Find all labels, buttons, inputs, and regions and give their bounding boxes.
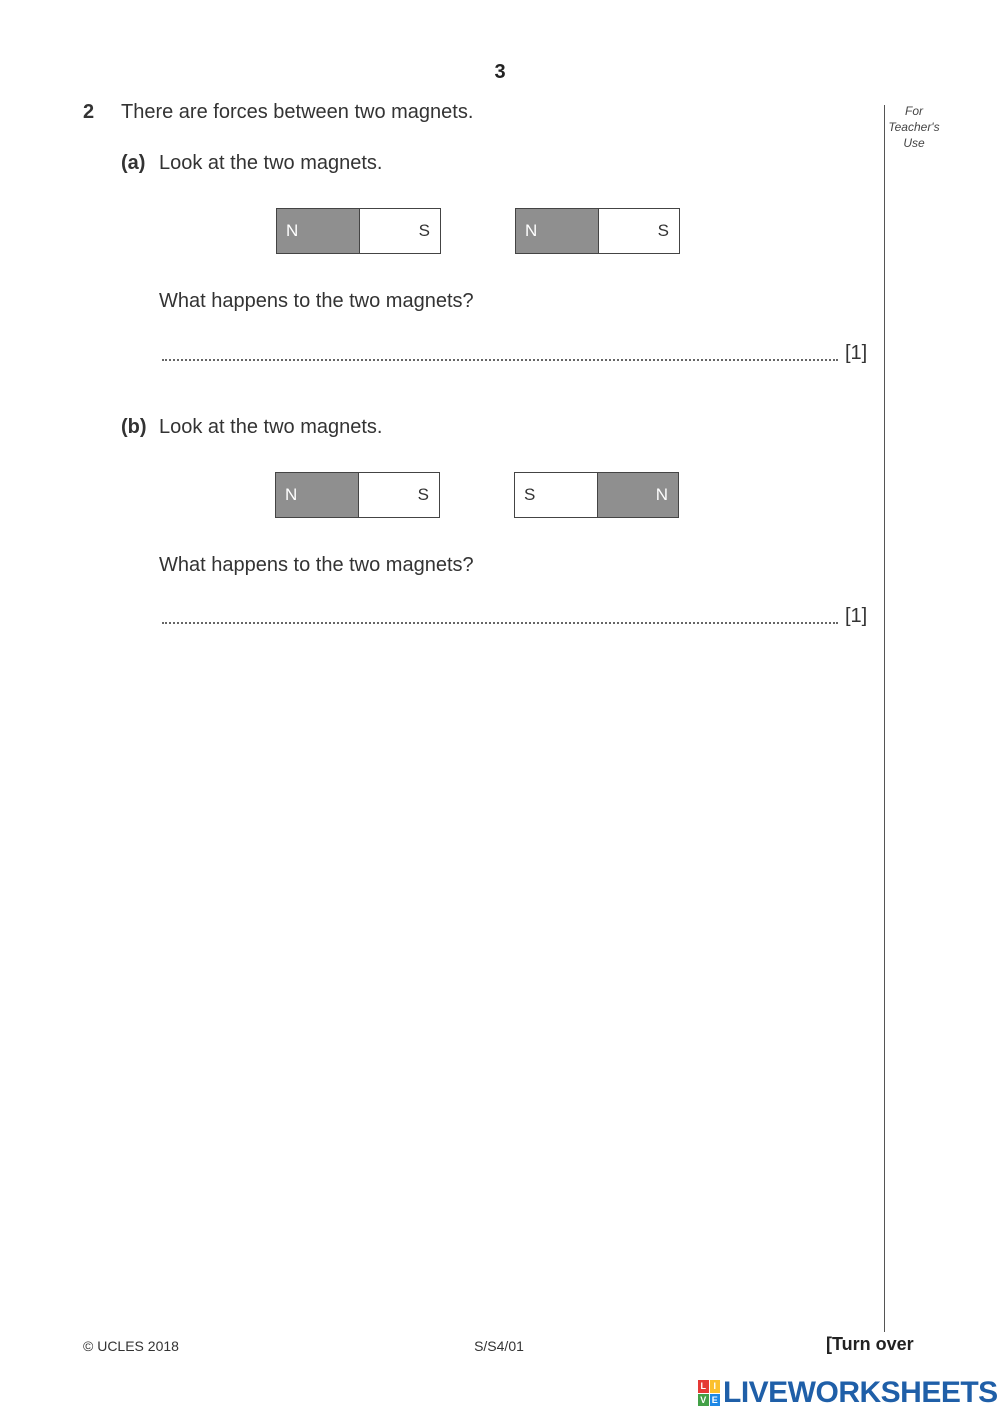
part-a-magnet-1	[276, 208, 441, 254]
footer-turn-over: [Turn over	[826, 1334, 914, 1354]
south-pole	[358, 473, 440, 517]
north-pole	[516, 209, 598, 253]
question-number: 2	[83, 101, 95, 123]
part-a-answer-line[interactable]	[162, 359, 838, 361]
teacher-use-line-3: Use	[903, 136, 925, 150]
part-b-marks: [1]	[845, 605, 868, 627]
north-pole	[597, 473, 679, 517]
margin-rule	[884, 105, 885, 1332]
pole-label: S	[418, 221, 430, 240]
part-a-instruction: Look at the two magnets.	[159, 152, 383, 174]
badge-letter: L	[698, 1380, 709, 1393]
part-b-magnet-1	[275, 472, 440, 518]
part-a-magnet-2	[515, 208, 680, 254]
liveworksheets-wordmark: LIVEWORKSHEETS	[723, 1376, 998, 1409]
badge-letter: E	[710, 1394, 721, 1407]
north-pole	[276, 473, 358, 517]
badge-letter: I	[710, 1380, 721, 1393]
liveworksheets-logo	[698, 1378, 998, 1408]
teacher-use-line-2: Teacher's	[888, 120, 940, 134]
liveworksheets-badge-icon	[698, 1380, 720, 1406]
pole-label: N	[286, 221, 299, 240]
pole-label: S	[417, 485, 429, 504]
footer-paper-code: S/S4/01	[474, 1338, 524, 1354]
badge-letter: V	[698, 1394, 709, 1407]
north-pole	[277, 209, 359, 253]
pole-label: N	[285, 485, 298, 504]
question-stem: There are forces between two magnets.	[121, 101, 474, 123]
part-a-marks: [1]	[845, 342, 868, 364]
part-b-instruction: Look at the two magnets.	[159, 416, 383, 438]
pole-label: S	[524, 485, 536, 504]
south-pole	[359, 209, 441, 253]
teacher-use-label	[886, 103, 942, 151]
part-b-answer-line[interactable]	[162, 622, 838, 624]
part-a-question: What happens to the two magnets?	[159, 290, 474, 312]
pole-label: N	[655, 485, 668, 504]
south-pole	[515, 473, 597, 517]
page-number: 3	[494, 61, 506, 83]
pole-label: N	[525, 221, 538, 240]
pole-label: S	[657, 221, 669, 240]
part-b-label: (b)	[121, 416, 147, 438]
part-b-question: What happens to the two magnets?	[159, 554, 474, 576]
south-pole	[598, 209, 680, 253]
footer-copyright: © UCLES 2018	[83, 1338, 179, 1354]
part-a-label: (a)	[121, 152, 146, 174]
teacher-use-line-1: For	[905, 104, 923, 118]
part-b-magnet-2	[514, 472, 679, 518]
